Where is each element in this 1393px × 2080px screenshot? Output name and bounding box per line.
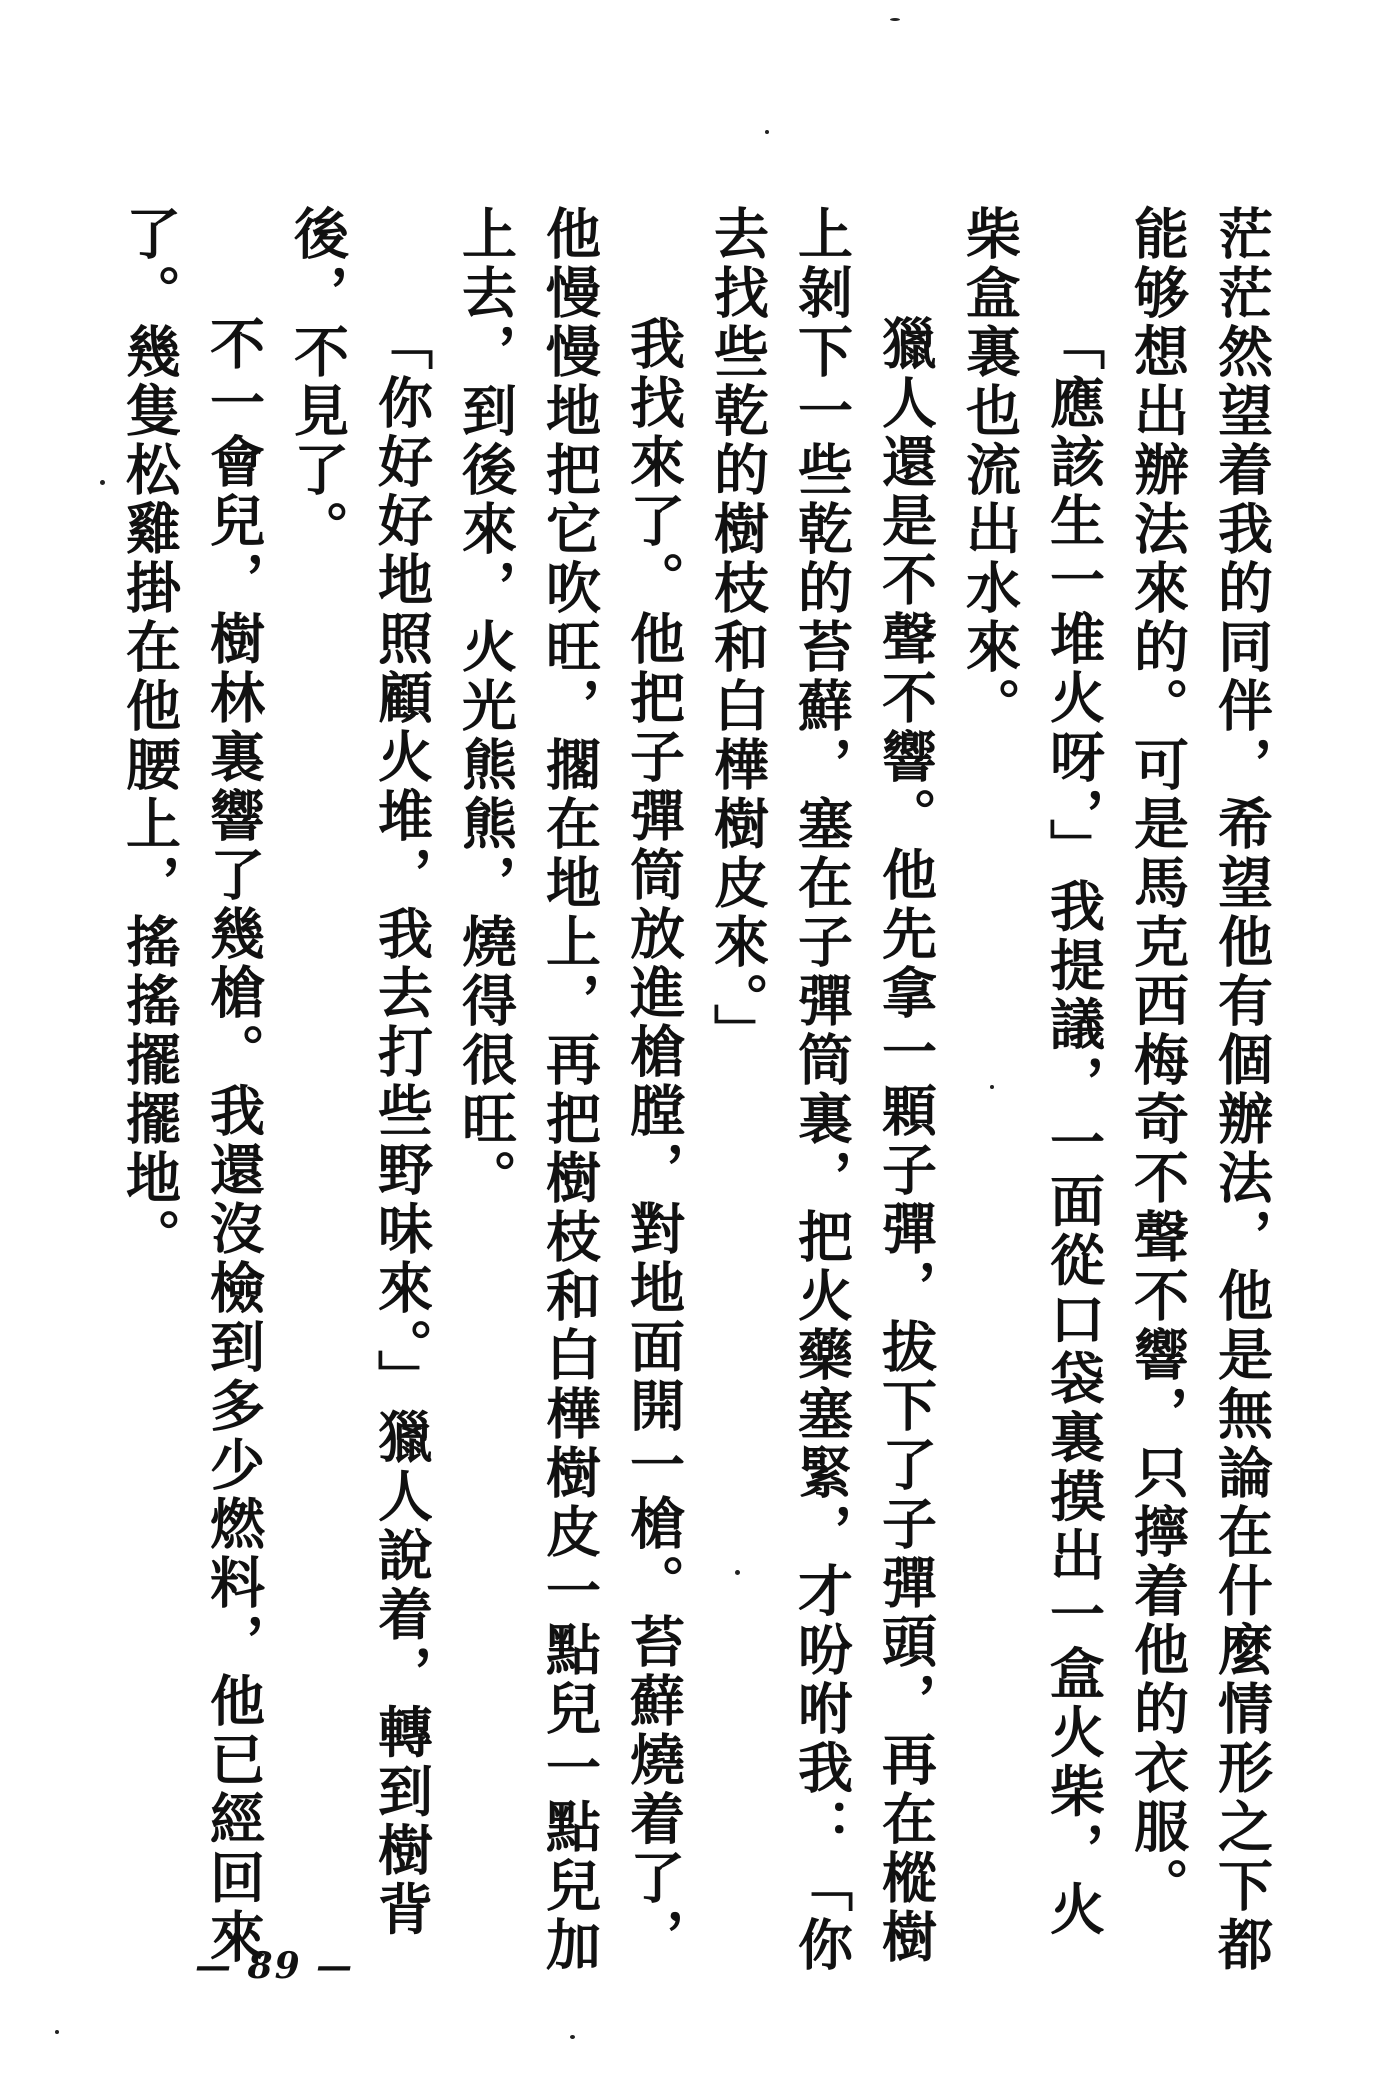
vertical-text-body <box>107 205 1283 1995</box>
paragraph-2: 「應該生一堆火呀，」我提議，一面從口袋裏摸出一盒火柴，火柴盒裏也流出水來。 <box>957 205 1106 1940</box>
scan-speck <box>100 480 105 485</box>
scan-speck <box>570 2035 575 2039</box>
scan-speck <box>55 2030 59 2034</box>
paragraph-4: 我找來了。他把子彈筒放進槍膛，對地面開一槍。苔蘚燒着了，他慢慢地把它吹旺，擱在地上，再把樹枝和白樺樹皮一點兒一點兒加上去，到後來，火光熊熊，燒得很旺。 <box>453 205 686 1975</box>
paragraph-6: 不一會兒，樹林裏響了幾槍。我還沒檢到多少燃料，他已經回來了。幾隻松雞掛在他腰上，搖搖擺擺地。 <box>117 205 266 1967</box>
paragraph-3: 獵人還是不聲不響。他先拿一顆子彈，拔下了子彈頭，再在樅樹上剝下一些乾的苔蘚，塞在子彈筒裏，把火藥塞緊，才吩咐我：「你去找些乾的樹枝和白樺樹皮來。」 <box>705 205 938 1975</box>
paragraph-1: 茫茫然望着我的同伴，希望他有個辦法，他是無論在什麼情形之下都能够想出辦法來的。可是馬克西梅奇不聲不響，只擰着他的衣服。 <box>1125 205 1274 1975</box>
scan-speck <box>735 1570 740 1575</box>
paragraph-5: 「你好好地照顧火堆，我去打些野味來。」獵人說着，轉到樹背後，不見了。 <box>285 205 434 1940</box>
scan-speck <box>890 18 900 21</box>
scan-speck <box>990 1085 994 1089</box>
scan-speck <box>765 130 769 134</box>
page-number: — 89 — <box>195 1945 355 1987</box>
